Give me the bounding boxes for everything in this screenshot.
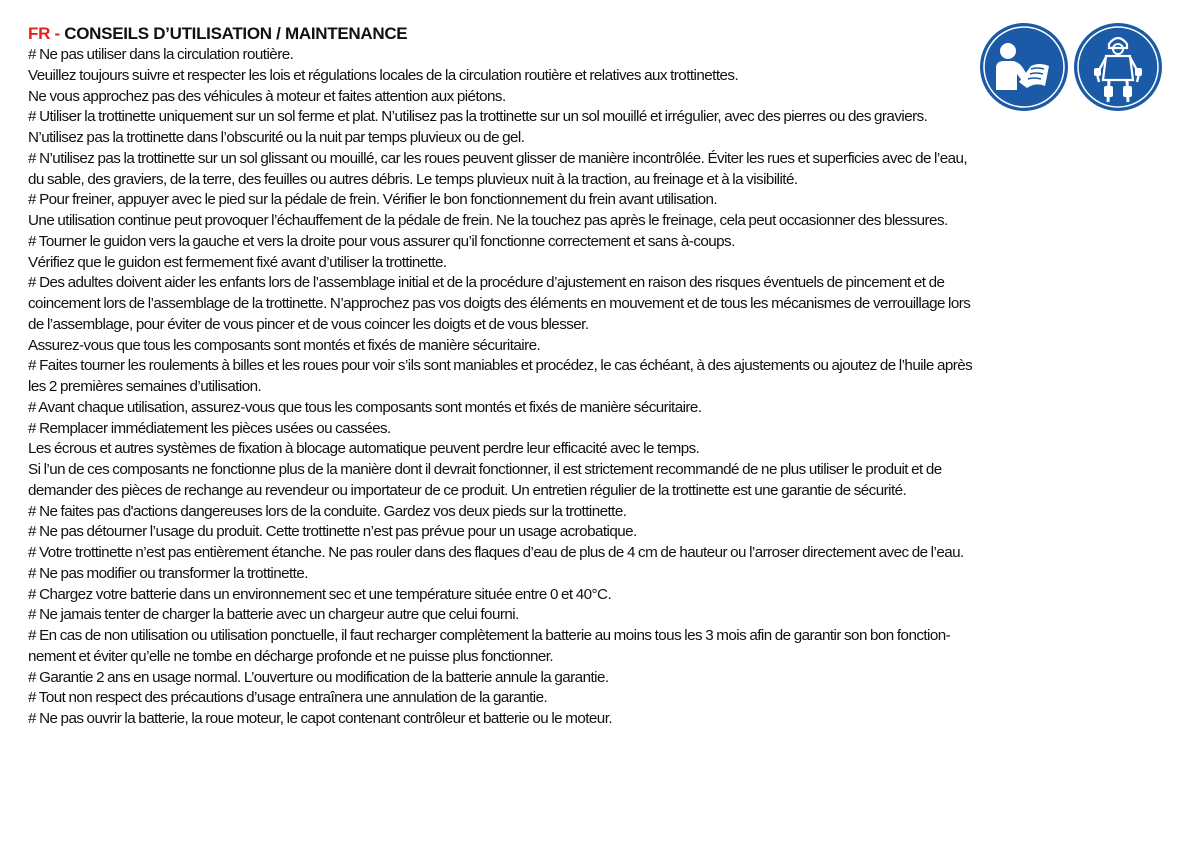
instruction-line: # Des adultes doivent aider les enfants lors de l’assemblage initial et de la procédure d’ajustement en raison des risques éventuels de pincement et de (28, 274, 945, 292)
instruction-line: # Tout non respect des précautions d’usage entraînera une annulation de la garantie. (28, 689, 548, 707)
instruction-line: # N’utilisez pas la trottinette sur un sol glissant ou mouillé, car les roues peuvent glisser de manière incontrôlée. Éviter les rues et superficies avec de l’eau, (28, 149, 968, 167)
instruction-line: coincement lors de l’assemblage de la trottinette. N’approchez pas vos doigts des éléments en mouvement et de tous les mécanismes de verrouillage lors (28, 295, 971, 312)
instruction-line: # Ne faites pas d'actions dangereuses lors de la conduite. Gardez vos deux pieds sur la trottinette. (28, 502, 627, 520)
instruction-line: # Remplacer immédiatement les pièces usées ou cassées. (28, 419, 391, 437)
instruction-line: Assurez-vous que tous les composants sont montés et fixés de manière sécuritaire. (28, 336, 541, 354)
instruction-line: # Ne pas ouvrir la batterie, la roue moteur, le capot contenant contrôleur et batterie ou le moteur. (28, 710, 613, 727)
instruction-line: # Pour freiner, appuyer avec le pied sur la pédale de frein. Vérifier le bon fonctionnement du frein avant utilisation. (28, 191, 718, 209)
instruction-line: Les écrous et autres systèmes de fixation à blocage automatique peuvent perdre leur efficacité avec le temps. (28, 440, 700, 458)
heading-separator: - (50, 24, 65, 43)
instruction-line: # Ne pas utiliser dans la circulation routière. (28, 46, 294, 63)
section-title: CONSEILS D’UTILISATION / MAINTENANCE (64, 24, 408, 43)
instruction-line: # Ne pas modifier ou transformer la trottinette. (28, 564, 308, 582)
instruction-line: # Ne pas détourner l’usage du produit. Cette trottinette n’est pas prévue pour un usage acrobatique. (28, 523, 637, 541)
instruction-line: nement et éviter qu’elle ne tombe en décharge profonde et ne puisse plus fonctionner. (28, 647, 554, 665)
instruction-line: de l’assemblage, pour éviter de vous pincer et de vous coincer les doigts et de vous blesser. (28, 315, 589, 333)
instruction-line: # Ne jamais tenter de charger la batterie avec un chargeur autre que celui fourni. (28, 606, 519, 624)
read-manual-icon (979, 22, 1069, 112)
instruction-line: # Tourner le guidon vers la gauche et vers la droite pour vous assurer qu’il fonctionne correctement et sans à-coups. (28, 232, 735, 250)
instruction-line: # Chargez votre batterie dans un environnement sec et une température située entre 0 et 40°C. (28, 585, 612, 603)
instruction-line: # Garantie 2 ans en usage normal. L’ouverture ou modification de la batterie annule la garantie. (28, 668, 609, 686)
instruction-line: Si l’un de ces composants ne fonctionne plus de la manière dont il devrait fonctionner, il est strictement recommandé de ne plus utiliser le produit et de (28, 461, 942, 478)
language-code: FR (28, 24, 51, 43)
instruction-line: Une utilisation continue peut provoquer l’échauffement de la pédale de frein. Ne la touchez pas après le freinage, cela peut occasionner des blessures. (28, 212, 948, 229)
instruction-line: les 2 premières semaines d’utilisation. (28, 378, 262, 395)
instruction-line: Ne vous approchez pas des véhicules à moteur et faites attention aux piétons. (28, 87, 506, 105)
instruction-line: # En cas de non utilisation ou utilisation ponctuelle, il faut recharger complètement la batterie au moins tous les 3 mois afin de garantir son bon fonction- (28, 627, 951, 644)
document-page (28, 24, 1178, 730)
instruction-line: # Utiliser la trottinette uniquement sur un sol ferme et plat. N’utilisez pas la trottinette sur un sol mouillé et irrégulier, avec des pierres ou des graviers. (28, 108, 928, 126)
instruction-line: # Votre trottinette n’est pas entièrement étanche. Ne pas rouler dans des flaques d’eau de plus de 4 cm de hauteur ou l’arroser directement avec de l’eau. (28, 544, 964, 561)
instruction-line: demander des pièces de rechange au revendeur ou importateur de ce produit. Un entretien régulier de la trottinette est une garantie de sécurité. (28, 481, 907, 499)
instruction-line: # Avant chaque utilisation, assurez-vous que tous les composants sont montés et fixés de manière sécuritaire. (28, 398, 702, 416)
protective-gear-icon (1073, 22, 1163, 112)
instruction-line: N’utilisez pas la trottinette dans l’obscurité ou la nuit par temps pluvieux ou de gel. (28, 129, 525, 146)
instruction-line: du sable, des graviers, de la terre, des feuilles ou autres débris. Le temps pluvieux nuit à la traction, au freinage et à la visibilité. (28, 170, 798, 188)
instruction-line: # Faites tourner les roulements à billes et les roues pour voir s’ils sont maniables et procédez, le cas échéant, à des ajustements ou ajoutez de l’huile après (28, 357, 973, 375)
mandatory-signs (979, 22, 1167, 114)
instruction-line: Vérifiez que le guidon est fermement fixé avant d’utiliser la trottinette. (28, 253, 447, 271)
instruction-line: Veuillez toujours suivre et respecter les lois et régulations locales de la circulation routière et relatives aux trottinettes. (28, 66, 739, 84)
instruction-lines (28, 45, 1178, 730)
